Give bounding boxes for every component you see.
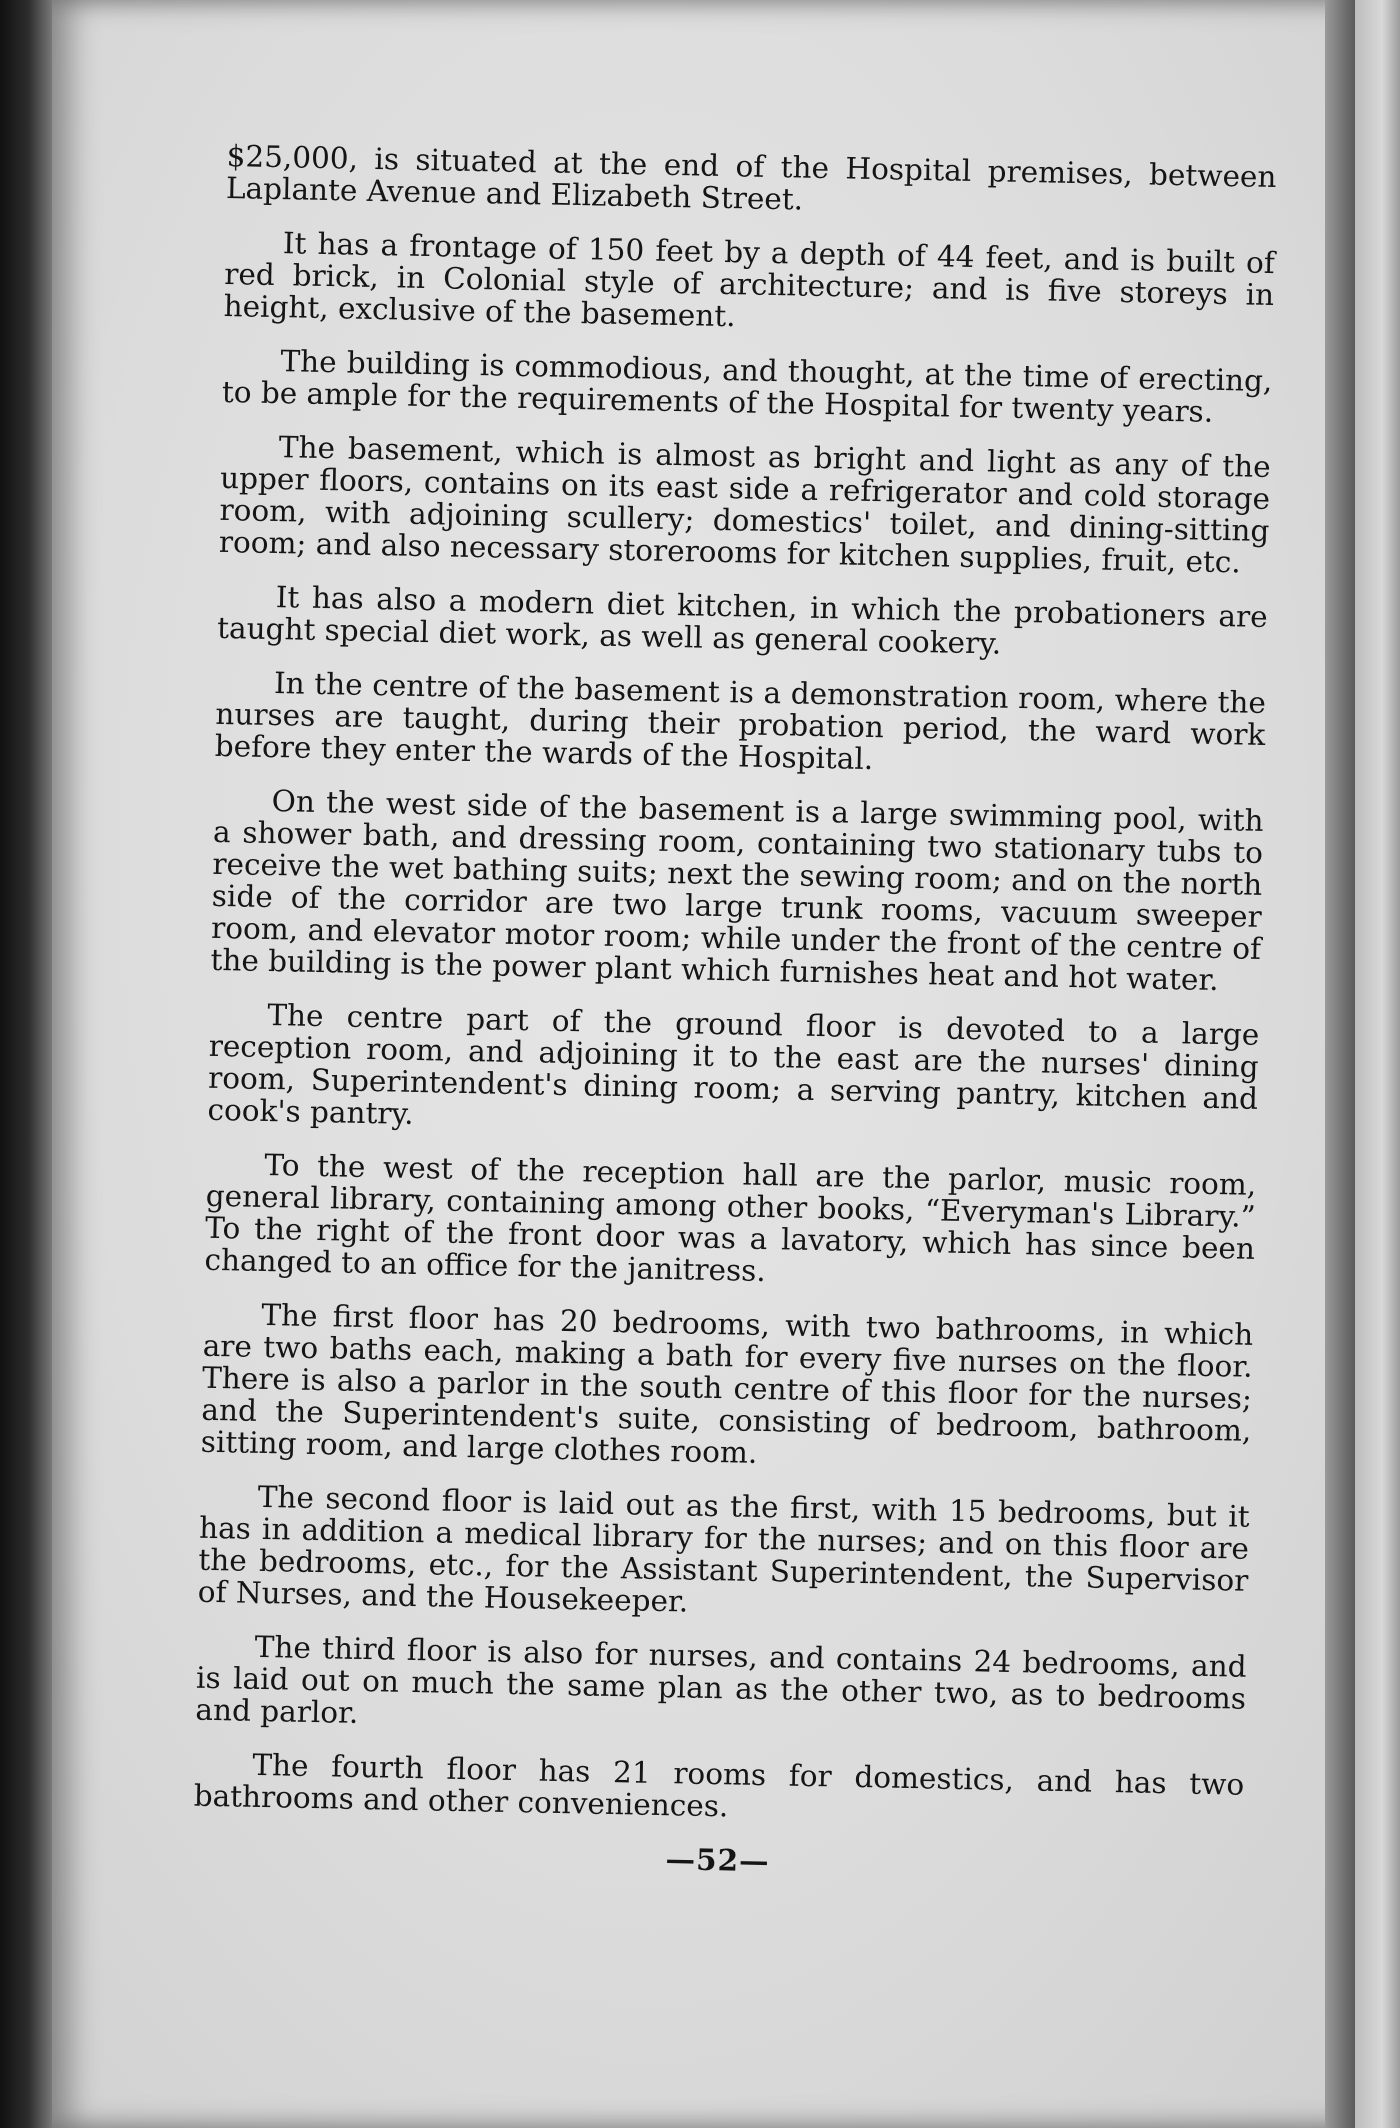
next-page-edge [1355, 0, 1400, 2128]
paragraph-10: The first floor has 20 bedrooms, with two bathrooms, in which are two baths each, making a bath for every five nurses on the floor. There is also a parlor in the south centre of this floor for the nurses; and the Superintendent's suite, consisting of bedroom, bathroom, sitting room, and large clothes room. [200, 1297, 1254, 1470]
paragraph-9: To the west of the reception hall are the parlor, music room, general library, containing among other books, “Everyman's Library.” To the right of the front door was a lavatory, which has since been changed to an office for the janitress. [204, 1147, 1257, 1289]
paragraph-12: The third floor is also for nurses, and contains 24 bedrooms, and is laid out on much the same plan as the other two, as to bedrooms and parlor. [195, 1629, 1247, 1730]
paragraph-11: The second floor is laid out as the first, with 15 bedrooms, but it has in addition a medical library for the nurses; and on this floor are the bedrooms, etc., for the Assistant Superintendent, the Supervisor of Nurses, and the Housekeeper. [197, 1479, 1250, 1619]
paragraph-4: The basement, which is almost as bright and light as any of the upper floors, contains on its east side a refrigerator and cold storage room, with adjoining scullery; domestics' toilet, and dining-sitting room; and also necessary storerooms for kitchen supplies, fruit, etc. [218, 430, 1271, 580]
paragraph-7: On the west side of the basement is a large swimming pool, with a shower bath, and dressing room, containing two stationary tubs to receive the wet bathing suits; next the sewing room; and on the north side of the corridor are two large trunk rooms, vacuum sweeper room, and elevator motor room; while under the front of the centre of the building is the power plant which furnishes heat and hot water. [210, 784, 1264, 998]
paragraph-2: It has a frontage of 150 feet by a depth of 44 feet, and is built of red brick, in Colonial style of architecture; and is five storeys in height, exclusive of the basement. [223, 226, 1276, 334]
page-number: —52— [665, 1841, 770, 1879]
book-page [52, 0, 1377, 2128]
paragraph-5: It has also a modern diet kitchen, in which the probationers are taught special diet work, as well as general cookery. [216, 580, 1268, 661]
paragraph-6: In the centre of the basement is a demonstration room, where the nurses are taught, during their probation period, the ward work before they enter the wards of the Hospital. [214, 666, 1267, 777]
page-gutter [1325, 0, 1355, 2128]
paragraph-1: $25,000, is situated at the end of the Hospital premises, between Laplante Avenue and Elizabeth Street. [225, 139, 1277, 217]
paragraph-13: The fourth floor has 21 rooms for domestics, and has two bathrooms and other conveniences. [193, 1747, 1245, 1824]
page-body [192, 140, 1276, 1887]
paragraph-3: The building is commodious, and thought, at the time of erecting, to be ample for the requirements of the Hospital for twenty years. [221, 344, 1273, 429]
paragraph-8: The centre part of the ground floor is devoted to a large reception room, and adjoining it to the east are the nurses' dining room, Superintendent's dining room; a serving pantry, kitchen and cook's pantry. [207, 997, 1260, 1131]
